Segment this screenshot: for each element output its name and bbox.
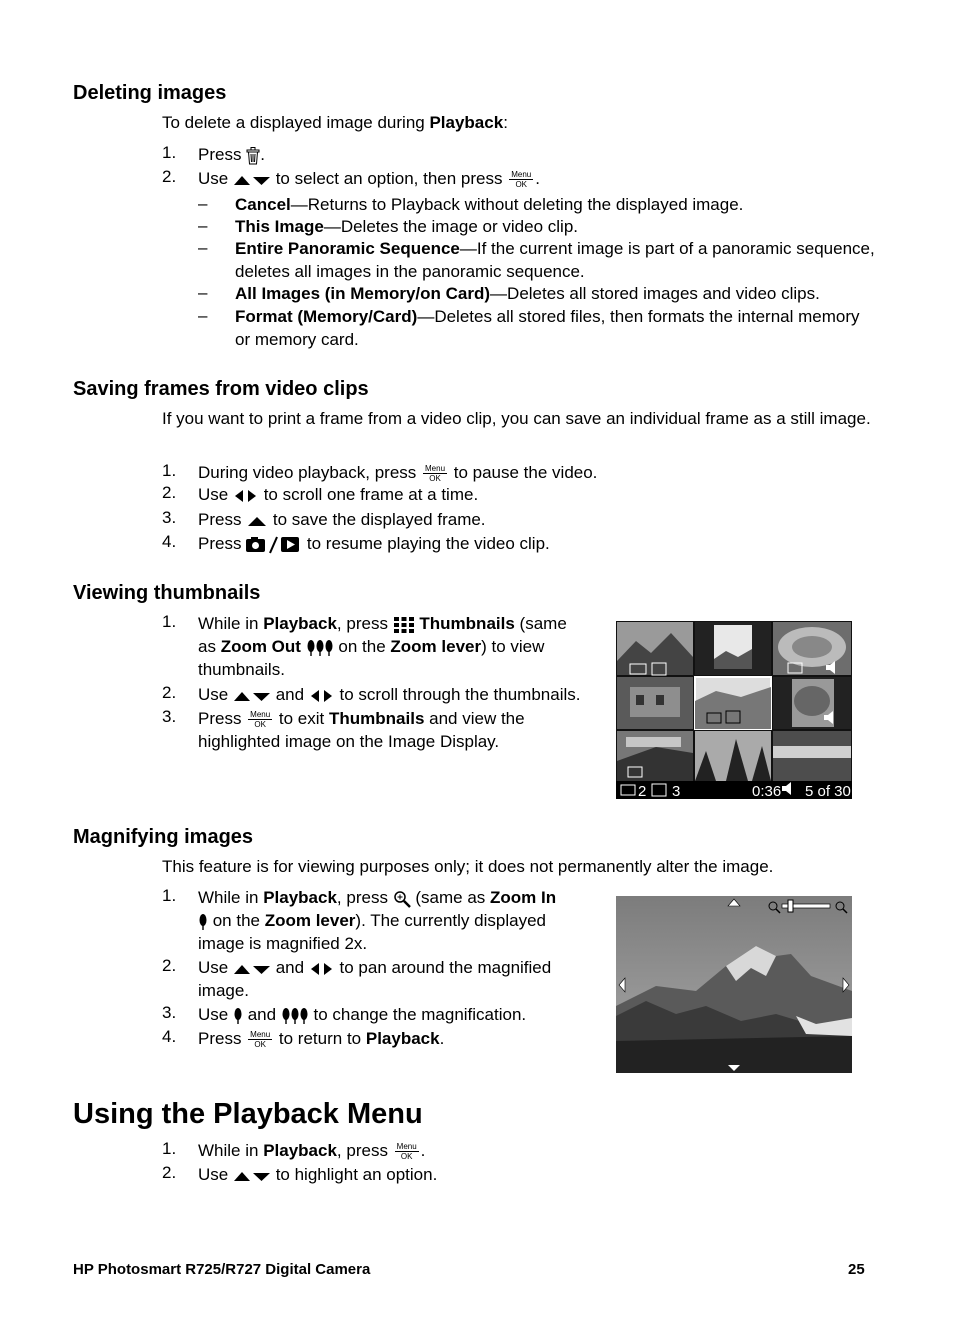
step-number: 1. bbox=[162, 612, 177, 631]
menu-ok-icon: Menu OK bbox=[511, 170, 532, 190]
magnify-step-1: While in Playback, press (same as Zoom In on the Zoom lever). The currently displayed image is magnified 2x. bbox=[198, 888, 557, 953]
heading-playback-menu: Using the Playback Menu bbox=[73, 1098, 423, 1130]
step-number: 1. bbox=[162, 143, 177, 162]
magnify-step-2: Use and to pan around the magnified image. bbox=[198, 958, 552, 1000]
trash-icon bbox=[246, 147, 260, 165]
step-number: 1. bbox=[162, 1139, 177, 1158]
up-down-arrows-icon bbox=[233, 963, 271, 975]
dash: – bbox=[198, 283, 208, 302]
left-right-arrows-icon bbox=[309, 689, 335, 703]
magnify-intro: This feature is for viewing purposes only; it does not permanently alter the image. bbox=[162, 857, 774, 876]
video-time: 0:36 bbox=[752, 783, 782, 799]
menu-ok-icon: Menu OK bbox=[250, 1030, 271, 1050]
camera-playback-icon bbox=[246, 536, 302, 554]
option-this-image: This Image—Deletes the image or video clip. bbox=[235, 217, 578, 236]
zoom-out-trees-icon bbox=[306, 639, 334, 657]
step-number: 4. bbox=[162, 1027, 177, 1046]
step-number: 2. bbox=[162, 483, 177, 502]
frames-step-2: Use to scroll one frame at a time. bbox=[198, 485, 479, 504]
print-count: 2 bbox=[638, 783, 647, 799]
thumbnail-grid-graphic bbox=[616, 621, 852, 799]
mountain-graphic bbox=[616, 896, 852, 1073]
pbmenu-step-2: Use to highlight an option. bbox=[198, 1165, 438, 1184]
thumbs-step-1: While in Playback, press Thumbnails (same as Zoom Out on the Zoom lever) to view thumbnails. bbox=[198, 614, 567, 679]
step-number: 4. bbox=[162, 532, 177, 551]
step-number: 3. bbox=[162, 508, 177, 527]
magnify-icon bbox=[393, 890, 411, 908]
step-number: 1. bbox=[162, 461, 177, 480]
step-number: 1. bbox=[162, 886, 177, 905]
heading-viewing-thumbnails: Viewing thumbnails bbox=[73, 582, 261, 604]
step-number: 2. bbox=[162, 1163, 177, 1182]
heading-saving-frames: Saving frames from video clips bbox=[73, 378, 369, 400]
frames-step-1: During video playback, press Menu OK to pause the video. bbox=[198, 463, 598, 484]
zoom-in-tree-icon bbox=[198, 913, 208, 931]
left-right-arrows-icon bbox=[233, 489, 259, 503]
footer-title: HP Photosmart R725/R727 Digital Camera bbox=[73, 1261, 371, 1278]
option-all-images: All Images (in Memory/on Card)—Deletes all stored images and video clips. bbox=[235, 284, 820, 303]
dash: – bbox=[198, 216, 208, 235]
option-panoramic: Entire Panoramic Sequence—If the current image is part of a panoramic sequence, deletes all images in the panoramic sequence. bbox=[235, 239, 875, 281]
share-count: 3 bbox=[672, 783, 681, 799]
heading-magnifying-images: Magnifying images bbox=[73, 826, 254, 848]
dash: – bbox=[198, 238, 208, 257]
option-cancel: Cancel—Returns to Playback without deleting the displayed image. bbox=[235, 195, 744, 214]
menu-ok-icon: Menu OK bbox=[396, 1142, 417, 1162]
step-number: 2. bbox=[162, 167, 177, 186]
thumbs-step-3: Press Menu OK to exit Thumbnails and view the highlighted image on the Image Display. bbox=[198, 709, 525, 751]
step-number: 2. bbox=[162, 956, 177, 975]
magnify-step-4: Press Menu OK to return to Playback. bbox=[198, 1029, 445, 1050]
magnified-screen-image bbox=[616, 896, 852, 1073]
up-down-arrows-icon bbox=[233, 690, 271, 702]
frames-step-4: Press to resume playing the video clip. bbox=[198, 534, 550, 553]
pbmenu-step-1: While in Playback, press Menu OK . bbox=[198, 1141, 426, 1162]
dash: – bbox=[198, 306, 208, 325]
thumbnails-grid-icon bbox=[393, 616, 415, 634]
zoom-in-tree-icon bbox=[233, 1007, 243, 1025]
left-right-arrows-icon bbox=[309, 962, 335, 976]
step-number: 2. bbox=[162, 683, 177, 702]
option-format: Format (Memory/Card)—Deletes all stored files, then formats the internal memory or memory card. bbox=[235, 307, 860, 349]
up-down-arrows-icon bbox=[233, 1170, 271, 1182]
page-number: 25 bbox=[848, 1261, 865, 1278]
step-number: 3. bbox=[162, 1003, 177, 1022]
image-position: 5 of 30 bbox=[805, 783, 851, 799]
menu-ok-icon: Menu OK bbox=[250, 710, 271, 730]
zoom-out-trees-icon bbox=[281, 1007, 309, 1025]
heading-deleting-images: Deleting images bbox=[73, 82, 227, 104]
up-down-arrows-icon bbox=[233, 174, 271, 186]
step-number: 3. bbox=[162, 707, 177, 726]
up-arrow-icon bbox=[246, 515, 268, 527]
magnify-step-3: Use and to change the magnification. bbox=[198, 1005, 527, 1024]
thumbnails-screen-image bbox=[616, 621, 852, 799]
frames-step-3: Press to save the displayed frame. bbox=[198, 510, 486, 529]
menu-ok-icon: Menu OK bbox=[425, 464, 446, 484]
delete-intro: To delete a displayed image during Playback: bbox=[162, 113, 508, 132]
delete-step-1: Press . bbox=[198, 145, 265, 164]
thumbs-step-2: Use and to scroll through the thumbnails. bbox=[198, 685, 581, 704]
delete-step-2: Use to select an option, then press Menu OK . bbox=[198, 169, 540, 190]
dash: – bbox=[198, 194, 208, 213]
frames-intro: If you want to print a frame from a video clip, you can save an individual frame as a still image. bbox=[162, 409, 871, 428]
